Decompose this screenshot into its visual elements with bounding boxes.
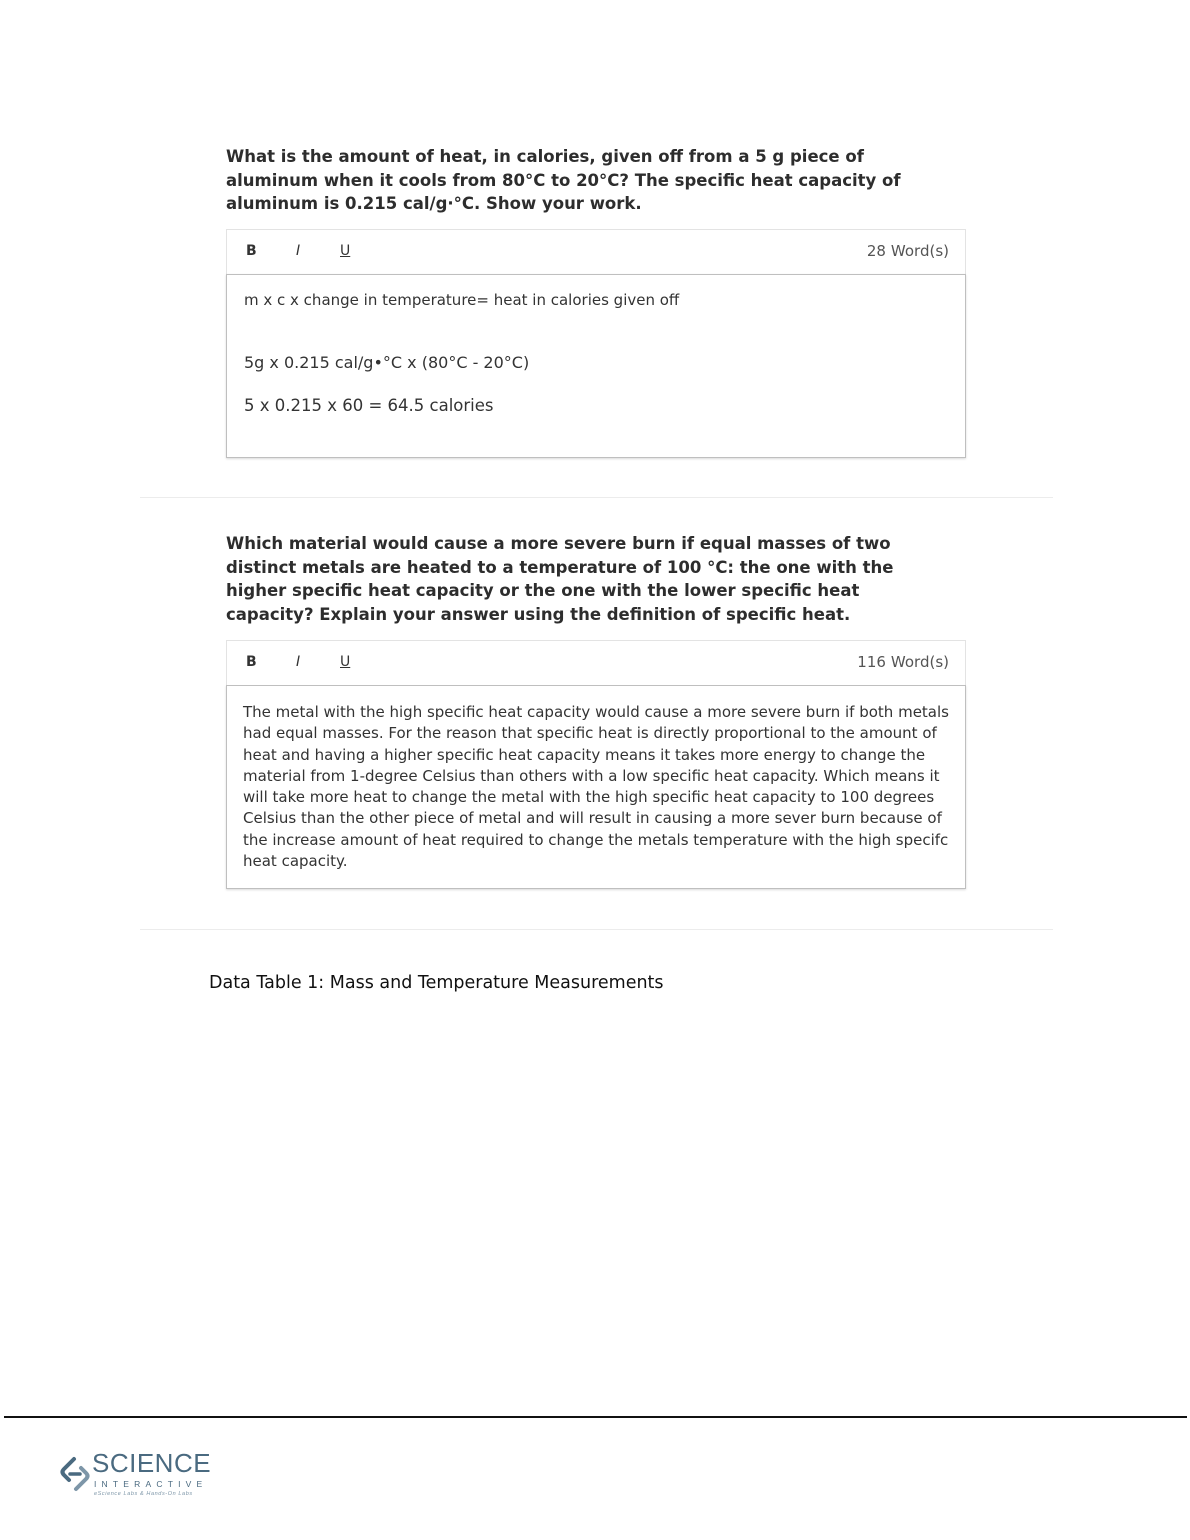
answer-line: 5g x 0.215 cal/g•°C x (80°C - 20°C) [244,353,530,372]
data-table-caption: Data Table 1: Mass and Temperature Measurements [209,973,664,993]
word-count [867,242,949,260]
bold-button[interactable]: B [246,654,257,670]
word-count [857,653,949,671]
italic-button[interactable]: I [296,654,301,670]
editor-toolbar [226,640,966,685]
word-count-label: Word(s) [890,653,949,671]
logo-link-icon [60,1456,90,1492]
answer-editor-1 [226,229,966,458]
answer-line: m x c x change in temperature= heat in calories given off [244,291,680,309]
logo-subtitle: INTERACTIVE [94,1479,208,1489]
bold-button[interactable]: B [246,243,257,259]
logo-name: SCIENCE [92,1448,212,1478]
science-interactive-logo [60,1448,220,1502]
logo-tagline: eScience Labs & Hands-On Labs [94,1491,193,1497]
underline-button[interactable]: U [340,243,351,259]
question-1-prompt: What is the amount of heat, in calories, given off from a 5 g piece of aluminum when it cools from 80°C to 20°C? The specific heat capacity of aluminum is 0.215 cal/g·°C. Show your work. [226,147,901,213]
answer-text-area[interactable] [226,274,966,458]
answer-line: 5 x 0.215 x 60 = 64.5 calories [244,396,494,415]
word-count-number: 28 [866,242,886,260]
section-divider [140,929,1053,930]
word-count-label: Word(s) [890,242,949,260]
footer-rule [4,1416,1187,1418]
answer-editor-2 [226,640,966,889]
question-2-prompt: Which material would cause a more severe burn if equal masses of two distinct metals are heated to a temperature of 100 °C: the one with the higher specific heat capacity or the one with the lower specific heat capacity? Explain your answer using the definition of specific heat. [226,534,894,624]
editor-toolbar [226,229,966,274]
answer-text-area[interactable]: The metal with the high specific heat capacity would cause a more severe burn if both metals had equal masses. For the reason that specific heat is directly proportional to the amount of heat and having a higher specific heat capacity means it takes more energy to change the material from 1-degree Celsius than others with a low specific heat capacity. Which means it will take more heat to change the metal with the high specific heat capacity to 100 degrees Celsius than the other piece of metal and will result in causing a more sever burn because of the increase amount of heat required to change the metals temperature with the high specifc heat capacity. [226,685,966,889]
italic-button[interactable]: I [296,243,301,259]
section-divider [140,497,1053,498]
underline-button[interactable]: U [340,654,351,670]
word-count-number: 116 [857,653,886,671]
